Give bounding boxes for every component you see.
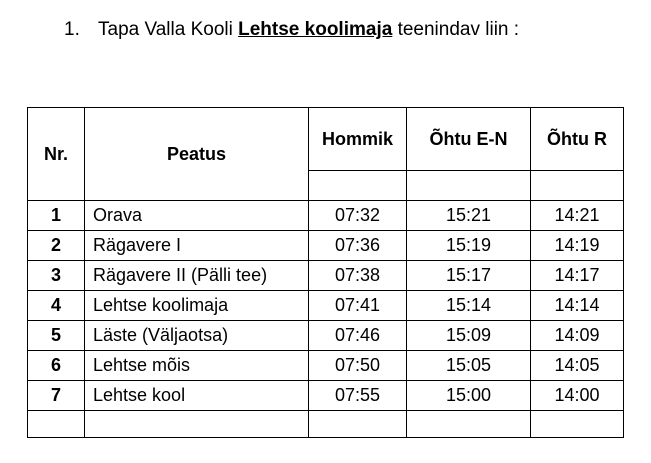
row-stop: Orava <box>85 201 309 231</box>
row-stop: Lehtse koolimaja <box>85 291 309 321</box>
row-morning: 07:50 <box>309 351 407 381</box>
row-morning: 07:36 <box>309 231 407 261</box>
row-evening-weekdays: 15:21 <box>407 201 531 231</box>
row-evening-weekdays: 15:14 <box>407 291 531 321</box>
row-evening-friday: 14:19 <box>531 231 624 261</box>
row-stop: Rägavere II (Pälli tee) <box>85 261 309 291</box>
row-nr: 7 <box>28 381 85 411</box>
row-evening-friday: 14:00 <box>531 381 624 411</box>
subheader-cell <box>531 171 624 201</box>
row-evening-weekdays: 15:05 <box>407 351 531 381</box>
empty-cell <box>85 411 309 438</box>
subheader-cell <box>309 171 407 201</box>
empty-cell <box>28 411 85 438</box>
table-row <box>28 291 624 321</box>
empty-cell <box>309 411 407 438</box>
row-nr: 4 <box>28 291 85 321</box>
row-nr: 3 <box>28 261 85 291</box>
table-row <box>28 201 624 231</box>
row-morning: 07:46 <box>309 321 407 351</box>
row-stop: Rägavere I <box>85 231 309 261</box>
row-evening-weekdays: 15:19 <box>407 231 531 261</box>
row-stop: Lehtse mõis <box>85 351 309 381</box>
table-row <box>28 231 624 261</box>
heading-suffix: teenindav liin : <box>392 19 520 40</box>
empty-cell <box>407 411 531 438</box>
timetable <box>27 107 624 438</box>
heading-emphasis: Lehtse koolimaja <box>238 19 393 40</box>
row-nr: 2 <box>28 231 85 261</box>
header-evening-weekdays: Õhtu E-N <box>407 108 531 171</box>
table-row <box>28 381 624 411</box>
row-evening-weekdays: 15:17 <box>407 261 531 291</box>
row-morning: 07:55 <box>309 381 407 411</box>
table-header-row <box>28 108 624 171</box>
row-evening-weekdays: 15:00 <box>407 381 531 411</box>
row-morning: 07:41 <box>309 291 407 321</box>
table-empty-row <box>28 411 624 438</box>
row-evening-friday: 14:21 <box>531 201 624 231</box>
row-evening-friday: 14:05 <box>531 351 624 381</box>
row-morning: 07:38 <box>309 261 407 291</box>
row-nr: 6 <box>28 351 85 381</box>
row-evening-friday: 14:17 <box>531 261 624 291</box>
row-stop: Lehtse kool <box>85 381 309 411</box>
header-evening-friday: Õhtu R <box>531 108 624 171</box>
table-row <box>28 261 624 291</box>
header-morning: Hommik <box>309 108 407 171</box>
page-heading <box>64 18 519 42</box>
row-evening-friday: 14:14 <box>531 291 624 321</box>
row-evening-weekdays: 15:09 <box>407 321 531 351</box>
heading-prefix: Tapa Valla Kooli <box>98 19 239 40</box>
row-stop: Läste (Väljaotsa) <box>85 321 309 351</box>
subheader-cell <box>407 171 531 201</box>
row-nr: 1 <box>28 201 85 231</box>
table-row <box>28 351 624 381</box>
empty-cell <box>531 411 624 438</box>
list-number: 1. <box>64 19 80 40</box>
row-morning: 07:32 <box>309 201 407 231</box>
header-stop: Peatus <box>85 108 309 201</box>
row-evening-friday: 14:09 <box>531 321 624 351</box>
header-nr: Nr. <box>28 108 85 201</box>
table-row <box>28 321 624 351</box>
row-nr: 5 <box>28 321 85 351</box>
